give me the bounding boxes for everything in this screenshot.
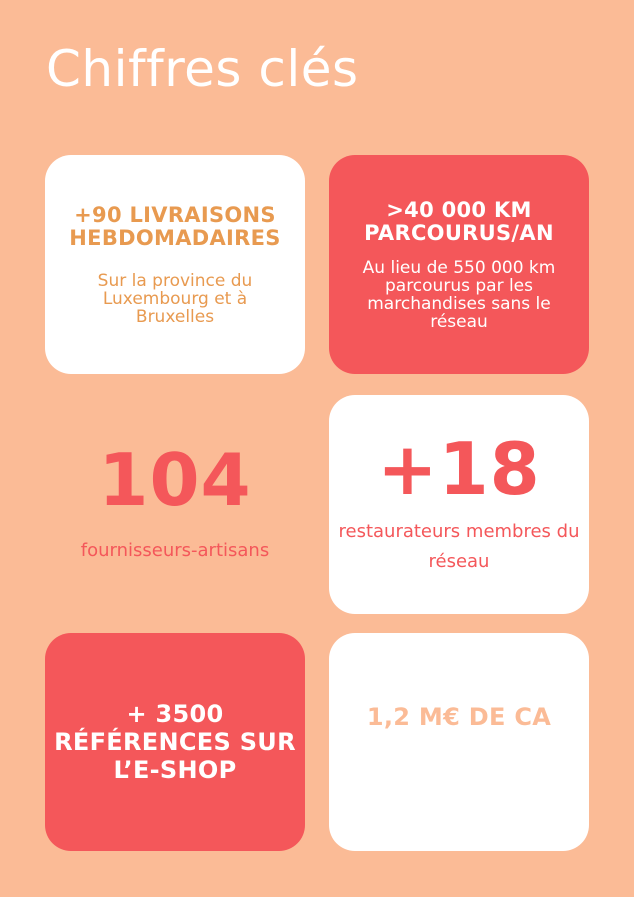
stat-headline: 1,2 M€ DE CA: [366, 702, 552, 731]
stat-description: Au lieu de 550 000 km parcourus par les marchandises sans le réseau: [362, 257, 556, 332]
stat-headline: + 3500 RÉFÉRENCES SUR L’E-SHOP: [54, 700, 296, 784]
stat-headline: +90 LIVRAISONS HEBDOMADAIRES: [69, 202, 281, 250]
stat-card-restaurants: [329, 395, 589, 614]
stat-value: +18: [377, 426, 541, 511]
stat-caption: restaurateurs membres du réseau: [338, 520, 580, 572]
stat-description: Sur la province du Luxembourg et à Bruxelles: [97, 270, 253, 327]
stat-card-references: [45, 633, 305, 851]
stat-card-suppliers: [45, 395, 305, 614]
stat-card-deliveries: [45, 155, 305, 374]
stat-value: 104: [98, 437, 252, 522]
stat-headline: >40 000 KM PARCOURUS/AN: [364, 197, 554, 245]
stat-caption: fournisseurs-artisans: [80, 539, 270, 561]
stat-card-revenue: [329, 633, 589, 851]
stat-card-distance: [329, 155, 589, 374]
page-title: Chiffres clés: [46, 40, 359, 98]
